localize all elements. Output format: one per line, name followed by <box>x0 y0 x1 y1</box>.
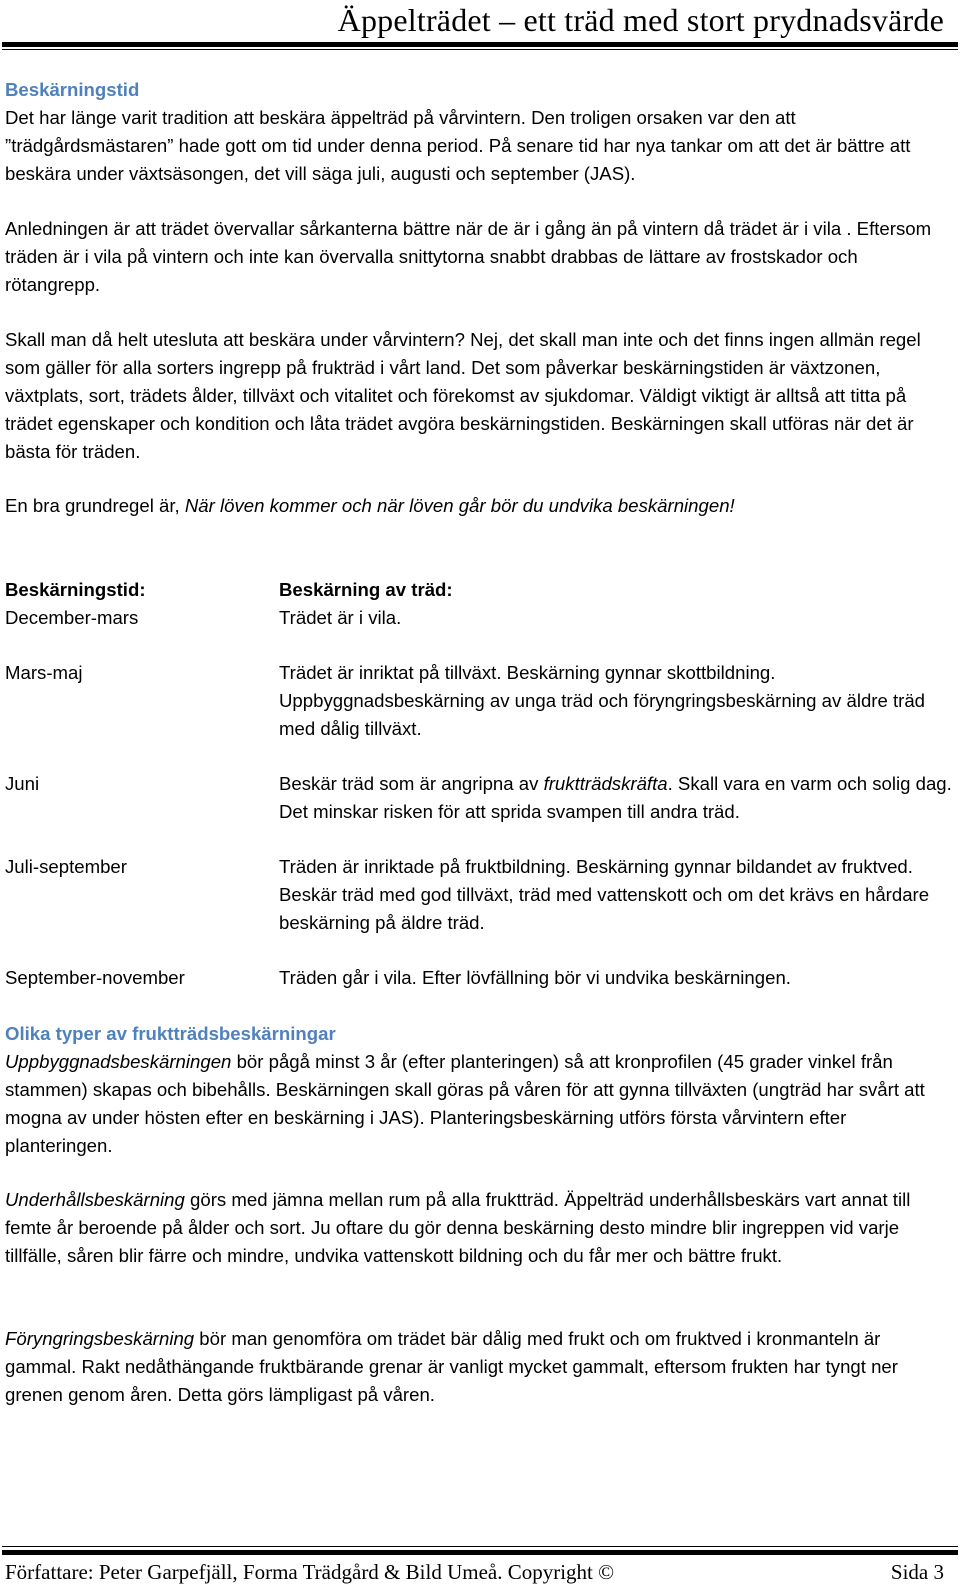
footer-divider <box>2 1550 958 1555</box>
ground-rule-italic: När löven kommer och när löven går bör du undvika beskärningen! <box>184 495 735 516</box>
footer-divider-thin <box>2 1546 958 1547</box>
schedule-description: Träden går i vila. Efter lövfällning bör vi undvika beskärningen. <box>279 967 791 988</box>
paragraph-ground-rule <box>5 492 950 520</box>
schedule-description: Beskär träd som är angripna av fruktträdskräfta. Skall vara en varm och solig dag. Det minskar risken för att sprida svampen till andra träd. <box>279 773 952 822</box>
page-number: Sida 3 <box>890 1560 944 1584</box>
paragraph-rules: Skall man då helt utesluta att beskära under vårvintern? Nej, det skall man inte och det finns ingen allmän regel som gäller för alla sorters ingrepp på frukträd i vårt land. Det som påverkar beskärningstiden är växtzonen, växtplats, sort, trädets ålder, tillväxt och vitalitet och förekomst av sjukdomar. Väldigt viktigt är alltså att titta på trädet egenskaper och kondition och låta trädet avgöra beskärningstiden. Beskärningen skall utföras när det är bästa för träden. <box>5 329 921 462</box>
footer-author: Författare: Peter Garpefjäll, Forma Trädgård & Bild Umeå. Copyright © <box>5 1560 615 1584</box>
header-divider-thin <box>2 49 958 50</box>
schedule-period: Juli-september <box>5 856 127 877</box>
ground-rule-prefix: En bra grundregel är, <box>5 495 185 516</box>
paragraph-reason: Anledningen är att trädet övervallar sårkanterna bättre när de är i gång än på vintern då trädet är i vila . Eftersom träden är i vila på vintern och inte kan övervalla snittytorna snabbt drabbas de lättare av frostskador och rötangrepp. <box>5 218 932 295</box>
schedule-col-header-period: Beskärningstid: <box>5 579 146 600</box>
section-heading: Beskärningstid <box>5 79 140 100</box>
paragraph-maintenance-pruning: Underhållsbeskärning görs med jämna mellan rum på alla fruktträd. Äppelträd underhållsbeskärs vart annat till femte år beroende på ålder och sort. Ju oftare du gör denna beskärning desto mindre blir ingreppen vid varje tillfälle, såren blir färre och mindre, undvika vattenskott bildning och du får mer och bättre frukt. <box>5 1189 911 1266</box>
schedule-description: Trädet är i vila. <box>279 607 402 628</box>
schedule-description: Träden är inriktade på fruktbildning. Beskärning gynnar bildandet av fruktved. Beskär träd med god tillväxt, träd med vattenskott och om det krävs en hårdare beskärning på äldre träd. <box>279 856 930 933</box>
schedule-period: Juni <box>5 773 40 794</box>
schedule-col-header-action: Beskärning av träd: <box>279 579 453 600</box>
schedule-description: Trädet är inriktat på tillväxt. Beskärning gynnar skottbildning. Uppbyggnadsbeskärning av unga träd och föryngringsbeskärning av äldre träd med dålig tillväxt. <box>279 662 926 739</box>
header-divider <box>2 42 958 47</box>
section-heading: Olika typer av fruktträdsbeskärningar <box>5 1023 336 1044</box>
paragraph-formative-pruning: Uppbyggnadsbeskärningen bör pågå minst 3 år (efter planteringen) så att kronprofilen (45 grader vinkel från stammen) skapas och bibehålls. Beskärningen skall göras på våren för att gynna tillväxten (ungträd har svårt att mogna av under hösten efter en beskärning i JAS). Planteringsbeskärning utförs första vårvintern efter planteringen. <box>5 1051 925 1156</box>
document-title: Äppelträdet – ett träd med stort prydnadsvärde <box>337 2 944 38</box>
schedule-period: Mars-maj <box>5 662 83 683</box>
paragraph-rejuvenation-pruning: Föryngringsbeskärning bör man genomföra om trädet bär dålig med frukt och om fruktved i kronmanteln är gammal. Rakt nedåthängande fruktbärande grenar är vanligt mycket gammalt, eftersom frukten har tyngt ner grenen genom åren. Detta görs lämpligast på våren. <box>5 1328 898 1405</box>
paragraph-tradition: Det har länge varit tradition att beskära äppelträd på vårvintern. Den troligen orsaken var den att ”trädgårdsmästaren” hade gott om tid under denna period. På senare tid har nya tankar om att det är bättre att beskära under växtsäsongen, det vill säga juli, augusti och september (JAS). <box>5 107 911 184</box>
schedule-period: December-mars <box>5 607 139 628</box>
schedule-period: September-november <box>5 967 185 988</box>
